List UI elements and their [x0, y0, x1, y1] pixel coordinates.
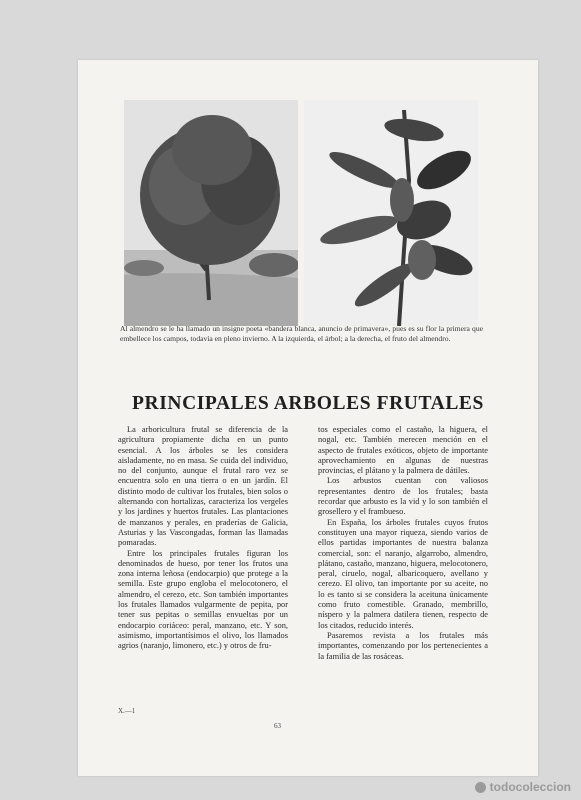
watermark-logo-icon	[475, 782, 486, 793]
watermark-text: todocoleccion	[489, 780, 571, 794]
paragraph: Entre los principales frutales figuran los denominados de hueso, por tener los frutos una zona interna leñosa (endocarpio) que protege a la semilla. Este grupo engloba el melocotonero, el almendro, el cerezo, etc. Son también importantes los frutales llamados vulgarmente de pepita, por tener sus pepitas o semillas envueltas por un endocarpio coriáceo: peral, manzano, etc. Y son, asimismo, importantísimos el olivo, los llamados agrios (naranjo, limonero, etc.) y otros de fru-	[118, 548, 288, 651]
article-title: PRINCIPALES ARBOLES FRUTALES	[132, 393, 484, 414]
watermark	[475, 780, 571, 794]
left-column	[118, 425, 288, 652]
paragraph: Los arbustos cuentan con valiosos representantes dentro de los frutales; basta recordar que arbusto es la vid y lo son también el grosellero y el frambueso.	[318, 476, 488, 517]
almond-fruit-photo	[304, 100, 478, 326]
almond-tree-photo	[124, 100, 298, 326]
paragraph: tos especiales como el castaño, la higuera, el nogal, etc. También merecen mención en el aspecto de frutales exóticos, objeto de importante aprovechamiento en algunas de nuestras provincias, el plátano y la palmera de dátiles.	[318, 425, 488, 476]
signature-mark: X.—1	[118, 707, 136, 715]
page-number: 63	[274, 722, 281, 730]
paragraph: Pasaremos revista a los frutales más importantes, comenzando por los pertenecientes a la familia de las rosáceas.	[318, 630, 488, 661]
document-page	[78, 60, 538, 776]
right-column	[318, 425, 488, 662]
paragraph: En España, los árboles frutales cuyos frutos constituyen una mayor riqueza, siendo varios de ellos partidas importantes de nuestra balanza comercial, son: el naranjo, algarrobo, almendro, plátano, castaño, manzano, higuera, melocotonero, peral, ciruelo, nogal, albaricoquero, avellano y cerezo. El olivo, tan importante por su aceite, no lo es tanto si se considera la aceituna únicamente como fruto comestible. Granado, membrillo, níspero y la palmera datilera tienen, respecto de los citados, reducido interés.	[318, 517, 488, 630]
paragraph: La arboricultura frutal se diferencia de la agricultura propiamente dicha en un punto esencial. A los árboles se les considera aisladamente, no en masa. Se cuida del individuo, no del conjunto, aunque el frutal raro vez se encuentra solo en una tierra o en un jardín. El distinto modo de cultivar los frutales, bien solos o alternando con hortalizas, caracteriza los vergeles y los jardines y huertos frutales. Las plantaciones de manzanos y perales, en praderías de Galicia, Asturias y las Vascongadas, forman las llamadas pomaradas.	[118, 425, 288, 548]
photo-caption: Al almendro se le ha llamado un insigne poeta «bandera blanca, anuncio de primavera», pues es su flor la primera que embellece los campos, todavía en pleno invierno. A la izquierda, el árbol; a la derecha, el fruto del almendro.	[120, 324, 483, 343]
